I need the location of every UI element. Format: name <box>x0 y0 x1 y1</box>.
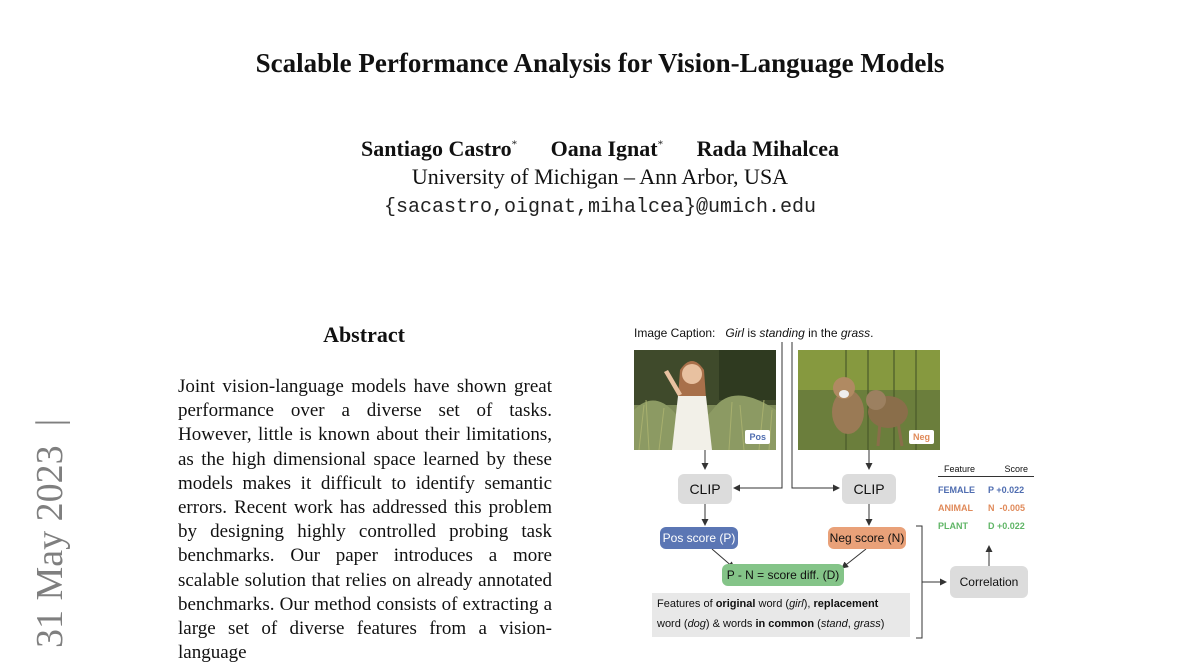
negative-image <box>798 350 940 450</box>
features-fragment: girl <box>789 598 804 610</box>
features-fragment: grass <box>853 618 881 630</box>
caption-fragment: Girl <box>725 326 745 340</box>
image-caption <box>634 326 874 340</box>
features-fragment: dog <box>687 618 706 630</box>
caption-fragment: grass <box>840 326 871 340</box>
author-name: Santiago Castro <box>361 136 512 161</box>
equal-contribution-mark: * <box>511 138 518 151</box>
arxiv-date: 31 May 2023 <box>29 445 71 648</box>
score-cell: P +0.022 <box>988 485 1025 495</box>
table-header <box>938 464 1034 477</box>
author-name: Oana Ignat <box>550 136 658 161</box>
features-fragment: Features of <box>657 598 716 610</box>
header-score: Score <box>1004 464 1028 474</box>
feature-score-table <box>938 464 1034 531</box>
author-2 <box>551 136 663 161</box>
feature-cell: FEMALE <box>938 485 975 495</box>
table-rows <box>938 485 1034 531</box>
feature-cell: PLANT <box>938 521 968 531</box>
pos-tag: Pos <box>745 430 770 444</box>
method-figure <box>624 320 1044 648</box>
features-box <box>652 593 910 637</box>
abstract-body: Joint vision-language models have shown great performance over a diverse set of tasks. However, little is known about their limitations, as the high dimensional space learned by these models makes it difficult to identify semantic errors. Recent work has addressed this problem by designing highly controlled probing task benchmarks. Our paper introduces a more scalable solution that relies on already annotated benchmarks. Our method consists of extracting a large set of diverse features from a vision-language <box>178 376 552 664</box>
score-diff-box: P - N = score diff. (D) <box>722 564 844 586</box>
author-1 <box>361 136 517 161</box>
caption-text <box>725 326 873 340</box>
correlation-box: Correlation <box>950 566 1028 598</box>
neg-score-box: Neg score (N) <box>828 527 906 549</box>
score-cell: N -0.005 <box>988 503 1026 513</box>
pos-score-box: Pos score (P) <box>660 527 738 549</box>
clip-box-right: CLIP <box>842 474 896 504</box>
features-fragment: stand <box>820 618 848 630</box>
features-fragment: ), <box>803 598 814 610</box>
caption-prefix: Image Caption: <box>634 326 716 340</box>
positive-image <box>634 350 776 450</box>
arrow-neg-to-diff <box>842 549 866 568</box>
affiliation: University of Michigan – Ann Arbor, USA <box>411 164 789 189</box>
arxiv-stamp: 31 May 2023 | <box>29 418 71 648</box>
features-fragment: in common <box>755 618 815 630</box>
caption-fragment: is <box>744 326 760 340</box>
table-row <box>938 503 1034 513</box>
features-fragment: ( <box>814 618 821 630</box>
features-fragment: replacement <box>813 598 879 610</box>
caption-fragment: standing <box>759 326 805 340</box>
abstract-heading: Abstract <box>323 322 405 347</box>
table-row <box>938 485 1034 495</box>
features-bracket <box>916 526 922 638</box>
author-list <box>0 136 1200 162</box>
paper-title: Scalable Performance Analysis for Vision-Language Models <box>255 48 945 78</box>
clip-box-left: CLIP <box>678 474 732 504</box>
features-fragment: word ( <box>755 598 790 610</box>
features-fragment: original <box>715 598 756 610</box>
features-fragment: word ( <box>657 618 688 630</box>
table-row <box>938 521 1034 531</box>
neg-tag: Neg <box>909 430 934 444</box>
caption-fragment: . <box>870 326 874 340</box>
feature-cell: ANIMAL <box>938 503 973 513</box>
author-email: {sacastro,oignat,mihalcea}@umich.edu <box>383 196 817 219</box>
equal-contribution-mark: * <box>657 138 664 151</box>
features-fragment: ) & words <box>705 618 756 630</box>
author-3 <box>697 136 839 161</box>
features-fragment: ) <box>880 618 885 630</box>
author-name: Rada Mihalcea <box>696 136 839 161</box>
features-fragment: , <box>847 618 854 630</box>
caption-fragment: in the <box>804 326 841 340</box>
score-cell: D +0.022 <box>988 521 1025 531</box>
header-feature: Feature <box>944 464 976 474</box>
